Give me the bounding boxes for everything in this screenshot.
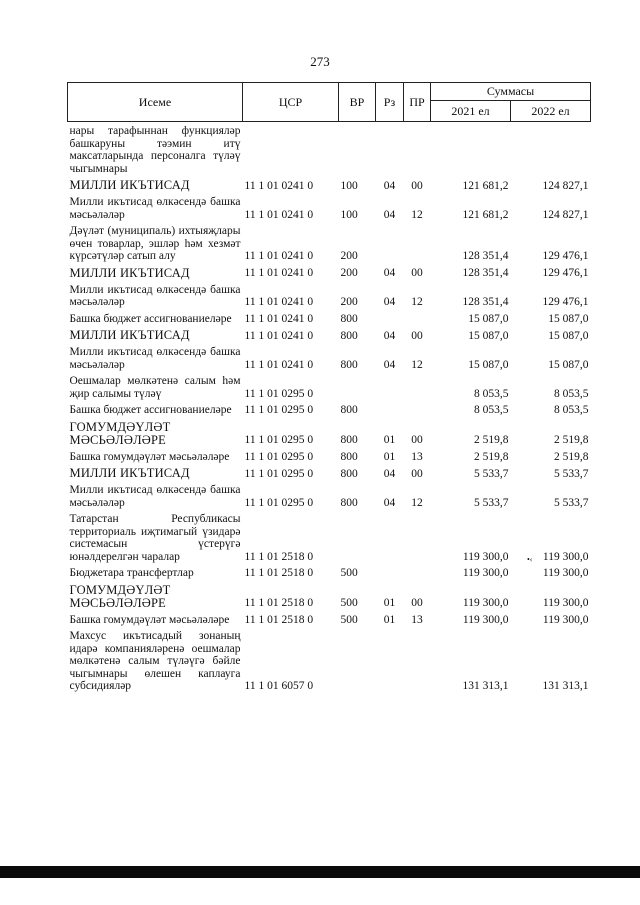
- cell-csr: 11 1 01 0295 0: [244, 434, 314, 446]
- table-row: [68, 193, 591, 222]
- cell-y2022: 15 087,0: [548, 358, 589, 371]
- cell-csr: 11 1 01 6057 0: [244, 680, 314, 692]
- cell-pr: [404, 222, 431, 264]
- cell-y2022: 119 300,0: [542, 613, 589, 626]
- cell-rz: 04: [383, 467, 396, 480]
- cell-csr: [243, 122, 339, 177]
- table-header: [68, 83, 591, 122]
- cell-name: Милли икътисад өлкәсендә башка мәсьәләләр: [69, 346, 241, 371]
- header-rz: Рз: [376, 83, 404, 122]
- cell-csr: 11 1 01 2518 0: [244, 613, 314, 626]
- cell-pr: 00: [411, 597, 423, 609]
- cell-vr: 200: [340, 296, 358, 308]
- cell-name: Махсус икътисадый зонаның идарә компанияләренә оешмалар мөлкәтенә салым түләүгә бәйле чыгымнары өлешен каплауга субсидияләр: [69, 630, 241, 692]
- cell-vr: 500: [340, 567, 358, 579]
- table-row: [68, 418, 591, 448]
- table-row: [68, 510, 591, 564]
- cell-rz: 01: [383, 450, 396, 463]
- scan-border-bar: [0, 866, 640, 878]
- cell-pr: 00: [411, 179, 423, 192]
- cell-name: Башка бюджет ассигнованиеләре: [69, 312, 232, 325]
- cell-pr: 12: [411, 296, 423, 308]
- cell-y2021: 128 351,4: [462, 267, 509, 279]
- table-row: [68, 448, 591, 465]
- header-csr: ЦСР: [243, 83, 339, 122]
- cell-y2021: [431, 122, 511, 177]
- cell-rz: [376, 564, 404, 581]
- cell-vr: 800: [340, 358, 358, 371]
- table-row: [68, 627, 591, 694]
- cell-y2021: 2 519,8: [474, 450, 509, 463]
- cell-csr: 11 1 01 0241 0: [244, 208, 314, 221]
- table-row: [68, 564, 591, 581]
- cell-csr: 11 1 01 0295 0: [244, 404, 314, 416]
- cell-vr: 800: [340, 434, 358, 446]
- cell-name: Дәүләт (муниципаль) ихтыяҗлары өчен товарлар, эшләр һәм хезмәт күрсәтүләр сатып алу: [69, 225, 241, 262]
- cell-csr: 11 1 01 0241 0: [244, 267, 314, 279]
- cell-name: МИЛЛИ ИКЪТИСАД: [69, 178, 190, 192]
- cell-y2022: 2 519,8: [554, 450, 589, 463]
- cell-rz: [376, 122, 404, 177]
- cell-name: нары тарафыннан функцияләр башкаруны тәэмин итү максатларында персоналга түләү чыгымнары: [69, 125, 241, 175]
- cell-name: МИЛЛИ ИКЪТИСАД: [69, 328, 190, 342]
- cell-vr: 800: [340, 467, 358, 480]
- cell-rz: [376, 627, 404, 694]
- cell-name: Башка гомумдәүләт мәсьәләләре: [69, 450, 230, 463]
- cell-y2021: 119 300,0: [462, 550, 509, 563]
- table-row: [68, 343, 591, 372]
- header-sums: Суммасы: [431, 83, 591, 101]
- cell-vr: 200: [340, 267, 358, 279]
- cell-name: МИЛЛИ ИКЪТИСАД: [69, 265, 190, 280]
- table-row: [68, 281, 591, 310]
- table-row: [68, 176, 591, 193]
- cell-name: МИЛЛИ ИКЪТИСАД: [69, 466, 190, 480]
- cell-pr: 12: [411, 496, 423, 509]
- cell-y2021: 5 533,7: [474, 467, 509, 480]
- cell-csr: 11 1 01 0295 0: [244, 450, 314, 463]
- cell-pr: [404, 510, 431, 564]
- cell-rz: 04: [383, 329, 396, 342]
- cell-rz: 04: [383, 267, 396, 279]
- cell-name: ГОМУМДӘҮЛӘТ МӘСЬӘЛӘЛӘРЕ: [69, 582, 171, 610]
- cell-vr: 500: [340, 613, 358, 626]
- cell-rz: [376, 222, 404, 264]
- cell-y2022: 5 533,7: [554, 467, 589, 480]
- cell-csr: 11 1 01 0241 0: [244, 250, 314, 262]
- cell-pr: 00: [411, 267, 423, 279]
- cell-rz: [376, 310, 404, 327]
- budget-table: [67, 82, 591, 694]
- table-row: [68, 464, 591, 481]
- table-row: [68, 264, 591, 281]
- header-year-2021: 2021 ел: [431, 101, 511, 122]
- cell-rz: 01: [383, 613, 396, 626]
- cell-vr: [339, 627, 376, 694]
- header-year-2022: 2022 ел: [511, 101, 591, 122]
- cell-vr: [339, 510, 376, 564]
- cell-vr: 800: [340, 312, 358, 325]
- cell-y2021: 8 053,5: [474, 387, 509, 400]
- cell-y2022: 8 053,5: [554, 404, 589, 416]
- cell-name: Башка гомумдәүләт мәсьәләләре: [69, 613, 230, 626]
- cell-y2022: [511, 122, 591, 177]
- cell-vr: 200: [340, 250, 358, 262]
- cell-csr: 11 1 01 0295 0: [244, 467, 314, 480]
- cell-y2022: 129 476,1: [542, 296, 589, 308]
- cell-csr: 11 1 01 0241 0: [244, 312, 314, 325]
- cell-y2022: 15 087,0: [548, 329, 589, 342]
- cell-pr: [404, 627, 431, 694]
- cell-pr: 00: [411, 467, 423, 480]
- cell-name: Оешмалар мөлкәтенә салым һәм җир салымы түләү: [69, 375, 241, 400]
- cell-y2021: 2 519,8: [474, 434, 509, 446]
- cell-name: Бюджетара трансфертлар: [69, 567, 194, 579]
- cell-pr: 13: [411, 450, 423, 463]
- cell-vr: 800: [340, 496, 358, 509]
- cell-y2021: 121 681,2: [462, 208, 509, 221]
- header-pr: ПР: [404, 83, 431, 122]
- cell-name: Милли икътисад өлкәсендә башка мәсьәләләр: [69, 283, 241, 308]
- cell-name: ГОМУМДӘҮЛӘТ МӘСЬӘЛӘЛӘРЕ: [69, 419, 171, 447]
- cell-vr: 800: [340, 329, 358, 342]
- cell-y2021: 128 351,4: [462, 296, 509, 308]
- table-row: [68, 581, 591, 611]
- cell-rz: [376, 510, 404, 564]
- cell-pr: [404, 122, 431, 177]
- cell-y2022: 119 300,0: [542, 550, 589, 563]
- header-vr: ВР: [339, 83, 376, 122]
- cell-y2022: 8 053,5: [554, 387, 589, 400]
- table-row: [68, 481, 591, 510]
- cell-pr: 13: [411, 613, 423, 626]
- cell-vr: 100: [340, 179, 358, 192]
- table-row: [68, 326, 591, 343]
- cell-y2021: 131 313,1: [462, 680, 509, 692]
- cell-csr: 11 1 01 0295 0: [244, 496, 314, 509]
- cell-pr: 00: [411, 329, 423, 342]
- table-row: [68, 310, 591, 327]
- cell-rz: [376, 401, 404, 418]
- cell-y2022: 119 300,0: [542, 597, 589, 609]
- cell-y2022: 5 533,7: [554, 496, 589, 509]
- cell-y2022: 124 827,1: [542, 179, 589, 192]
- cell-csr: 11 1 01 2518 0: [244, 550, 314, 563]
- cell-csr: 11 1 01 0295 0: [244, 387, 314, 400]
- cell-y2021: 128 351,4: [462, 250, 509, 262]
- cell-pr: [404, 564, 431, 581]
- table-row: [68, 611, 591, 628]
- cell-rz: 04: [383, 296, 396, 308]
- cell-y2021: 5 533,7: [474, 496, 509, 509]
- cell-y2022: 119 300,0: [542, 567, 589, 579]
- cell-y2022: 131 313,1: [542, 680, 589, 692]
- cell-y2021: 15 087,0: [468, 358, 509, 371]
- cell-csr: 11 1 01 0241 0: [244, 329, 314, 342]
- cell-name: Татарстан Республикасы территориаль иҗтимагый үзидарә системасын үстерүгә юнәлдерелгән чаралар: [69, 513, 241, 563]
- cell-y2021: 119 300,0: [462, 613, 509, 626]
- cell-y2021: 119 300,0: [462, 597, 509, 609]
- cell-csr: 11 1 01 0241 0: [244, 179, 314, 192]
- cell-rz: 01: [383, 434, 396, 446]
- cell-csr: 11 1 01 2518 0: [244, 567, 314, 579]
- cell-y2021: 119 300,0: [462, 567, 509, 579]
- table-body: [68, 122, 591, 694]
- cell-rz: [376, 372, 404, 401]
- cell-rz: 04: [383, 358, 396, 371]
- cell-vr: 800: [340, 450, 358, 463]
- cell-vr: [339, 372, 376, 401]
- table-row: [68, 372, 591, 401]
- cell-vr: 500: [340, 597, 358, 609]
- cell-name: Милли икътисад өлкәсендә башка мәсьәләләр: [69, 484, 241, 509]
- cell-name: Башка бюджет ассигнованиеләре: [69, 404, 232, 416]
- cell-y2022: 129 476,1: [542, 250, 589, 262]
- cell-vr: 800: [340, 404, 358, 416]
- cell-csr: 11 1 01 2518 0: [244, 597, 314, 609]
- page-number: 273: [310, 54, 330, 69]
- cell-rz: 04: [383, 496, 396, 509]
- cell-pr: [404, 372, 431, 401]
- cell-name: Милли икътисад өлкәсендә башка мәсьәләләр: [69, 196, 241, 221]
- cell-y2022: 15 087,0: [548, 312, 589, 325]
- cell-y2022: 129 476,1: [542, 267, 589, 279]
- cell-rz: 01: [383, 597, 396, 609]
- scan-speck: •‹: [527, 555, 533, 564]
- cell-pr: [404, 310, 431, 327]
- cell-pr: 12: [411, 358, 423, 371]
- header-name: Исеме: [68, 83, 243, 122]
- cell-y2021: 15 087,0: [468, 312, 509, 325]
- cell-rz: 04: [383, 179, 396, 192]
- cell-csr: 11 1 01 0241 0: [244, 358, 314, 371]
- cell-y2022: 124 827,1: [542, 208, 589, 221]
- table-row: [68, 401, 591, 418]
- cell-pr: [404, 401, 431, 418]
- cell-pr: 00: [411, 434, 423, 446]
- cell-y2021: 15 087,0: [468, 329, 509, 342]
- cell-csr: 11 1 01 0241 0: [244, 296, 314, 308]
- cell-pr: 12: [411, 208, 423, 221]
- table-row: [68, 122, 591, 177]
- cell-y2022: 2 519,8: [554, 434, 589, 446]
- cell-vr: 100: [340, 208, 358, 221]
- cell-y2021: 8 053,5: [474, 404, 509, 416]
- cell-vr: [339, 122, 376, 177]
- cell-y2021: 121 681,2: [462, 179, 509, 192]
- cell-rz: 04: [383, 208, 396, 221]
- table-row: [68, 222, 591, 264]
